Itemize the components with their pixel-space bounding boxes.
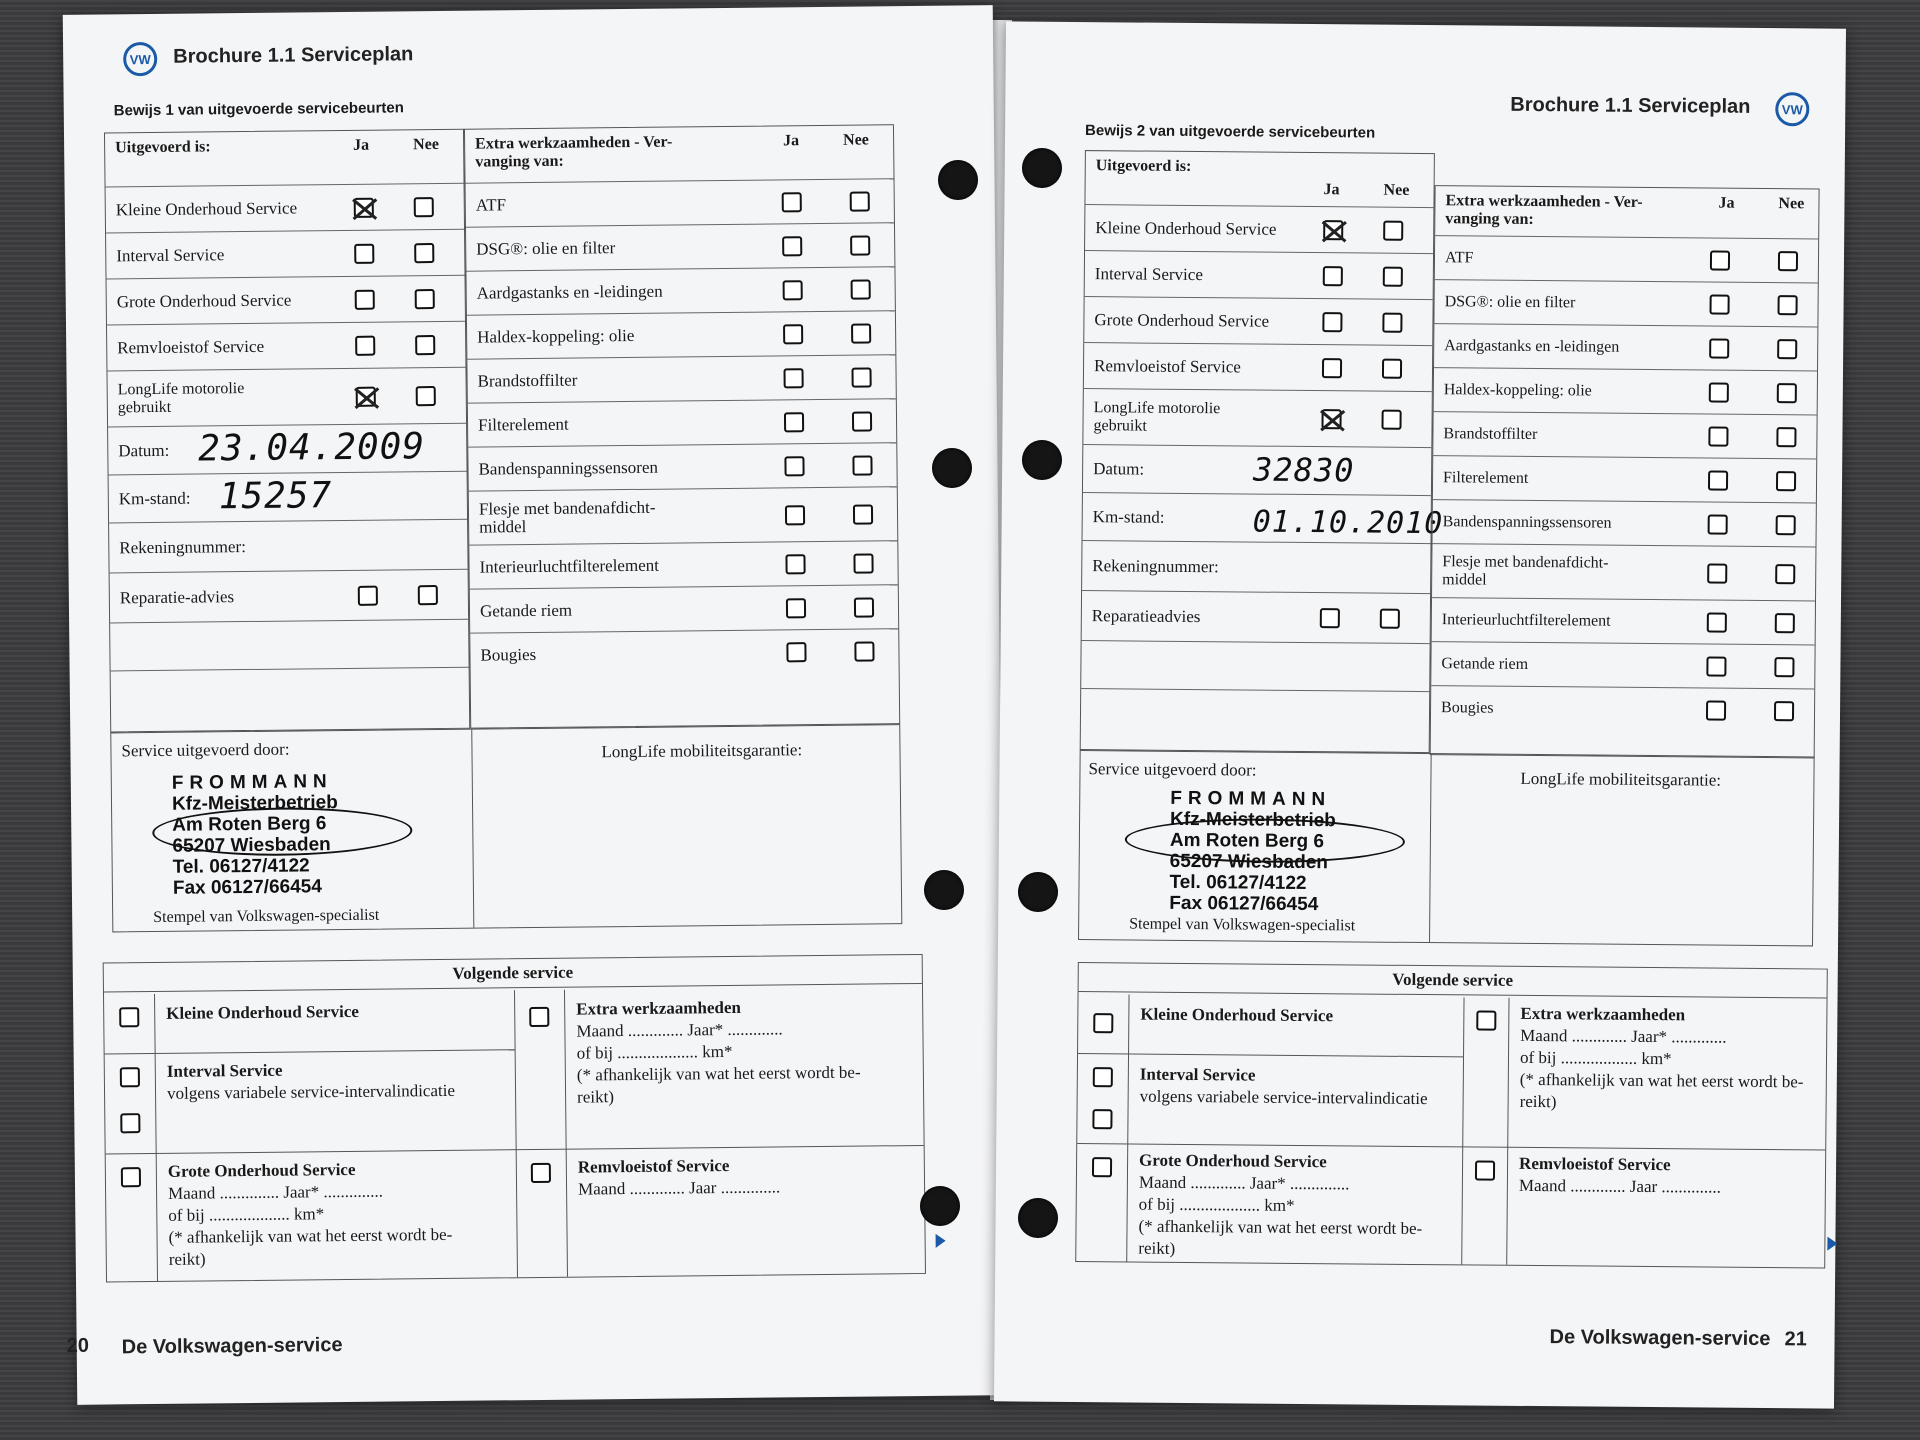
- service-row-rem: [1084, 343, 1432, 392]
- extra-row: [1433, 456, 1816, 503]
- extras-table: [1430, 185, 1820, 758]
- extras-header: Extra werkzaamheden - Ver-: [1445, 192, 1643, 211]
- datum-label: Datum:: [1093, 458, 1145, 479]
- km-row: [109, 472, 467, 524]
- nee-checkbox[interactable]: [414, 197, 434, 217]
- extra-row: [468, 399, 896, 447]
- extra-label: DSG®: olie en filter: [476, 237, 616, 259]
- nee-checkbox[interactable]: [1380, 608, 1400, 628]
- nee-label: Nee: [1383, 181, 1410, 199]
- extra-label: Getande riem: [1441, 654, 1529, 673]
- stamp-line: Tel. 06127/4122: [1169, 871, 1307, 895]
- vw-logo-icon: VW: [123, 42, 157, 76]
- next-rem-checkbox[interactable]: [1475, 1160, 1495, 1180]
- blank-row: [111, 668, 469, 718]
- extra-row: [1431, 686, 1814, 733]
- ja-checkbox[interactable]: [354, 197, 374, 217]
- extra-row: [1434, 280, 1817, 327]
- service-label-cont: gebruikt: [1093, 416, 1147, 435]
- nee-checkbox[interactable]: [415, 289, 435, 309]
- nee-checkbox[interactable]: [1778, 251, 1798, 271]
- stamp-line: FROMMANN: [1170, 787, 1332, 811]
- rekening-row: [109, 520, 468, 574]
- ja-checkbox[interactable]: [1321, 409, 1341, 429]
- punch-hole: [1022, 440, 1062, 480]
- nee-checkbox[interactable]: [850, 191, 870, 211]
- ja-checkbox[interactable]: [358, 585, 378, 605]
- ja-checkbox[interactable]: [355, 289, 375, 309]
- km-handwritten: 15257: [218, 475, 333, 518]
- continue-arrow-icon: [936, 1234, 946, 1248]
- nee-checkbox[interactable]: [1778, 295, 1798, 315]
- extra-row: [1432, 500, 1815, 547]
- next-extra-block: Extra werkzaamheden Maand ............. Jaar* ............. of bij ................... km* (* afhankelijk van wat het eerst wordt be- reikt): [576, 997, 861, 1107]
- proof-title: Bewijs 2 van uitgevoerde servicebeurten: [1085, 122, 1376, 142]
- extras-header-row: [465, 125, 894, 183]
- extra-label: Aardgastanks en -leidingen: [1444, 336, 1620, 356]
- dealer-stamp: [172, 771, 339, 899]
- continue-arrow-icon: [1827, 1237, 1837, 1251]
- extra-label: Interieurluchtfilterelement: [479, 555, 659, 577]
- blank-row: [1081, 641, 1429, 692]
- ja-checkbox[interactable]: [1707, 563, 1727, 583]
- next-extra-checkbox[interactable]: [1476, 1011, 1496, 1031]
- extra-row: [469, 487, 898, 545]
- extra-row: [1434, 324, 1817, 371]
- datum-handwritten: 32830: [1252, 450, 1355, 490]
- nee-checkbox[interactable]: [1777, 383, 1797, 403]
- extra-label: Bandenspanningssensoren: [1442, 512, 1612, 532]
- extra-row: [1432, 598, 1815, 645]
- extra-label: ATF: [1444, 248, 1474, 266]
- datum-handwritten: 23.04.2009: [198, 426, 426, 470]
- stamp-line: Tel. 06127/4122: [172, 855, 310, 878]
- page-number: 21: [1784, 1328, 1807, 1351]
- nee-checkbox[interactable]: [1381, 409, 1401, 429]
- extras-header-cont: vanging van:: [475, 152, 564, 171]
- service-row-longlife: [1083, 389, 1431, 448]
- service-row-longlife: [107, 368, 466, 428]
- rekening-label: Rekeningnummer:: [119, 536, 246, 557]
- ja-checkbox[interactable]: [1320, 608, 1340, 628]
- nee-checkbox[interactable]: [852, 455, 872, 475]
- longlife-label: LongLife mobiliteitsgarantie:: [1520, 768, 1722, 790]
- ja-checkbox[interactable]: [1708, 514, 1728, 534]
- reparatie-row: [110, 570, 469, 624]
- service-row-kleine: [1085, 205, 1433, 254]
- extra-row: [467, 311, 895, 359]
- stamp-caption: Stempel van Volkswagen-specialist: [1129, 915, 1356, 935]
- extra-label: DSG®: olie en filter: [1444, 292, 1576, 311]
- next-extra-block: Extra werkzaamheden Maand ............. Jaar* ............. of bij .................. km* (* afhankelijk van wat het eerst wordt be- reikt): [1519, 1003, 1804, 1112]
- ja-label: Ja: [1718, 194, 1735, 212]
- ja-checkbox[interactable]: [786, 642, 806, 662]
- service-row-grote: [107, 276, 465, 326]
- nee-checkbox[interactable]: [1383, 266, 1403, 286]
- service-row-kleine: [106, 184, 464, 234]
- nee-checkbox[interactable]: [851, 323, 871, 343]
- punch-hole: [932, 448, 972, 488]
- extra-row: [466, 267, 894, 315]
- km-label: Km-stand:: [1092, 506, 1165, 527]
- extra-label: Brandstoffilter: [477, 370, 578, 391]
- extra-row: [468, 443, 896, 491]
- executed-label: Uitgevoerd is:: [1095, 157, 1192, 175]
- extra-label-cont: middel: [1442, 570, 1487, 589]
- service-label: LongLife motorolie: [1093, 398, 1221, 417]
- ja-checkbox[interactable]: [1708, 470, 1728, 490]
- nee-checkbox[interactable]: [1775, 564, 1795, 584]
- extra-label: Bougies: [480, 644, 537, 665]
- rekening-row: [1082, 541, 1430, 594]
- service-label: Grote Onderhoud Service: [1094, 309, 1270, 331]
- ja-checkbox[interactable]: [786, 598, 806, 618]
- extra-row: [466, 223, 894, 271]
- punch-hole: [1022, 148, 1062, 188]
- ja-checkbox[interactable]: [782, 236, 802, 256]
- page-number: 20: [66, 1334, 90, 1357]
- next-interval-checkbox[interactable]: [1093, 1067, 1113, 1087]
- nee-label: Nee: [413, 135, 439, 154]
- extra-row: [467, 355, 895, 403]
- nee-checkbox[interactable]: [851, 279, 871, 299]
- datum-row: [1083, 445, 1431, 496]
- page-footer: De Volkswagen-service: [1549, 1326, 1771, 1351]
- stamp-line: Am Roten Berg 6: [172, 813, 327, 836]
- nee-checkbox[interactable]: [1776, 471, 1796, 491]
- ja-checkbox[interactable]: [783, 368, 803, 388]
- extra-row: [469, 541, 897, 589]
- extra-label: Brandstoffilter: [1443, 424, 1538, 443]
- extra-label: Bougies: [1440, 699, 1494, 717]
- extra-label: Interieurluchtfilterelement: [1441, 610, 1611, 630]
- extra-label: Filterelement: [477, 414, 569, 435]
- nee-checkbox[interactable]: [851, 367, 871, 387]
- stamp-caption: Stempel van Volkswagen-specialist: [153, 906, 380, 927]
- ja-checkbox[interactable]: [784, 456, 804, 476]
- service-row-interval: [1085, 251, 1433, 300]
- extras-header-cont: vanging van:: [1445, 210, 1534, 228]
- km-handwritten: 01.10.2010: [1252, 504, 1444, 542]
- service-label: Interval Service: [116, 244, 225, 265]
- reparatie-label: Reparatieadvies: [1091, 605, 1201, 626]
- ja-checkbox[interactable]: [1706, 656, 1726, 676]
- service-label-cont: gebruikt: [117, 398, 172, 416]
- nee-checkbox[interactable]: [852, 411, 872, 431]
- extra-row: [1435, 236, 1818, 283]
- nee-label: Nee: [1778, 195, 1805, 213]
- extras-table: [464, 124, 900, 728]
- punch-hole: [938, 160, 978, 200]
- nee-checkbox[interactable]: [1776, 427, 1796, 447]
- extra-label: Haldex-koppeling: olie: [477, 325, 635, 347]
- reparatie-label: Reparatie-advies: [119, 586, 235, 607]
- next-service-box: [1075, 962, 1828, 1269]
- ja-checkbox[interactable]: [785, 554, 805, 574]
- next-rem-block: Remvloeistof Service Maand ............. Jaar ..............: [577, 1155, 781, 1199]
- next-service-title: Volgende service: [1079, 963, 1827, 999]
- extras-header: Extra werkzaamheden - Ver-: [475, 133, 673, 153]
- ja-checkbox[interactable]: [354, 243, 374, 263]
- ja-checkbox[interactable]: [1710, 294, 1730, 314]
- stamp-oval: [1125, 817, 1405, 863]
- executed-header-row: [105, 130, 464, 188]
- page-footer: De Volkswagen-service: [121, 1334, 343, 1359]
- ja-checkbox[interactable]: [1708, 426, 1728, 446]
- punch-hole: [1018, 1198, 1058, 1238]
- service-label: Kleine Onderhoud Service: [1095, 217, 1277, 239]
- next-interval-checkbox-2[interactable]: [1092, 1109, 1112, 1129]
- next-interval-label: Interval Service volgens variabele service-intervalindicatie: [1139, 1064, 1428, 1109]
- ja-checkbox[interactable]: [783, 280, 803, 300]
- extra-label: Aardgastanks en -leidingen: [476, 281, 663, 303]
- km-row: [1083, 493, 1444, 544]
- extra-label-cont: middel: [479, 516, 527, 537]
- ja-checkbox[interactable]: [1323, 266, 1343, 286]
- service-row-grote: [1084, 297, 1432, 346]
- ja-checkbox[interactable]: [1709, 338, 1729, 358]
- next-interval-checkbox[interactable]: [120, 1067, 140, 1087]
- extra-label: Filterelement: [1443, 468, 1529, 487]
- stamp-line: Kfz-Meisterbetrieb: [171, 792, 338, 815]
- left-page: [63, 5, 1008, 1405]
- extra-row: [1432, 544, 1815, 601]
- dealer-stamp: [1169, 788, 1336, 915]
- blank-row: [1081, 689, 1429, 738]
- ja-checkbox[interactable]: [1323, 220, 1343, 240]
- nee-checkbox[interactable]: [415, 335, 435, 355]
- ja-checkbox[interactable]: [1322, 312, 1342, 332]
- extra-row: [1431, 642, 1814, 689]
- longlife-label: LongLife mobiliteitsgarantie:: [601, 740, 803, 762]
- stamp-line: Kfz-Meisterbetrieb: [1169, 808, 1336, 832]
- service-label: Remvloeistof Service: [1093, 355, 1241, 376]
- vw-logo-icon: VW: [1775, 92, 1809, 126]
- nee-checkbox[interactable]: [418, 585, 438, 605]
- ja-checkbox[interactable]: [782, 192, 802, 212]
- nee-checkbox[interactable]: [853, 553, 873, 573]
- service-by-label: Service uitgevoerd door:: [1088, 759, 1257, 780]
- service-row-interval: [106, 230, 464, 280]
- nee-checkbox[interactable]: [1775, 613, 1795, 633]
- next-interval-label: Interval Service volgens variabele service-intervalindicatie: [166, 1060, 456, 1103]
- extra-row: [470, 629, 898, 677]
- km-label: Km-stand:: [118, 488, 191, 508]
- next-kleine-checkbox[interactable]: [1093, 1013, 1113, 1033]
- stamp-line: Fax 06127/66454: [172, 876, 322, 899]
- nee-checkbox[interactable]: [1776, 515, 1796, 535]
- ja-checkbox[interactable]: [356, 386, 376, 406]
- nee-checkbox[interactable]: [1382, 358, 1402, 378]
- nee-checkbox[interactable]: [1774, 657, 1794, 677]
- nee-checkbox[interactable]: [853, 504, 873, 524]
- service-label: Grote Onderhoud Service: [116, 290, 292, 311]
- punch-hole: [1018, 872, 1058, 912]
- ja-checkbox[interactable]: [1322, 358, 1342, 378]
- page-header: Brochure 1.1 Serviceplan: [173, 43, 414, 68]
- next-kleine-checkbox[interactable]: [119, 1007, 139, 1027]
- nee-checkbox[interactable]: [414, 243, 434, 263]
- nee-checkbox[interactable]: [1777, 339, 1797, 359]
- nee-checkbox[interactable]: [1383, 220, 1403, 240]
- datum-label: Datum:: [118, 440, 170, 460]
- service-label: Remvloeistof Service: [117, 336, 265, 357]
- next-interval-checkbox-2[interactable]: [120, 1113, 140, 1133]
- ja-checkbox[interactable]: [785, 505, 805, 525]
- next-extra-checkbox[interactable]: [529, 1007, 549, 1027]
- ja-label: Ja: [783, 132, 800, 150]
- executed-table: [1080, 150, 1444, 753]
- ja-checkbox[interactable]: [783, 324, 803, 344]
- service-label: Kleine Onderhoud Service: [115, 197, 298, 219]
- extra-row: [1434, 368, 1817, 415]
- nee-checkbox[interactable]: [416, 386, 436, 406]
- service-label: LongLife motorolie: [117, 379, 245, 398]
- stamp-line: Fax 06127/66454: [1169, 892, 1319, 916]
- extra-label: Bandenspanningssensoren: [478, 457, 659, 479]
- next-rem-block: Remvloeistof Service Maand ............. Jaar ..............: [1518, 1153, 1722, 1197]
- service-by-label: Service uitgevoerd door:: [121, 739, 290, 761]
- blank-row: [110, 620, 468, 672]
- next-kleine-label: Kleine Onderhoud Service: [1140, 1004, 1334, 1026]
- next-rem-checkbox[interactable]: [531, 1163, 551, 1183]
- extra-label: Getande riem: [479, 600, 573, 621]
- service-by-box: [110, 724, 902, 932]
- ja-checkbox[interactable]: [1707, 612, 1727, 632]
- ja-checkbox[interactable]: [1706, 700, 1726, 720]
- service-by-box: [1078, 750, 1815, 946]
- nee-checkbox[interactable]: [1382, 312, 1402, 332]
- rekening-label: Rekeningnummer:: [1092, 555, 1219, 576]
- executed-label: Uitgevoerd is:: [115, 138, 211, 157]
- extras-header-row: [1435, 186, 1818, 239]
- nee-checkbox[interactable]: [1774, 701, 1794, 721]
- punch-hole: [924, 870, 964, 910]
- service-row-rem: [107, 322, 465, 372]
- extra-label: ATF: [475, 194, 507, 215]
- ja-label: Ja: [353, 136, 370, 154]
- extra-label: Haldex-koppeling: olie: [1443, 380, 1592, 399]
- ja-label: Ja: [1323, 181, 1340, 199]
- proof-title: Bewijs 1 van uitgevoerde servicebeurten: [113, 99, 404, 120]
- extra-row: [466, 179, 894, 227]
- ja-checkbox[interactable]: [1709, 382, 1729, 402]
- executed-table: [104, 129, 470, 733]
- stamp-line: FROMMANN: [171, 771, 333, 794]
- next-grote-checkbox[interactable]: [1092, 1157, 1112, 1177]
- right-page: [994, 21, 1846, 1408]
- nee-checkbox[interactable]: [854, 597, 874, 617]
- nee-checkbox[interactable]: [850, 235, 870, 255]
- next-service-box: [103, 954, 926, 1283]
- extra-row: [470, 585, 898, 633]
- service-label: Interval Service: [1094, 263, 1204, 284]
- ja-checkbox[interactable]: [784, 412, 804, 432]
- nee-checkbox[interactable]: [854, 641, 874, 661]
- ja-checkbox[interactable]: [355, 335, 375, 355]
- punch-hole: [920, 1186, 960, 1226]
- ja-checkbox[interactable]: [1710, 250, 1730, 270]
- extra-label: Flesje met bandenafdicht-: [478, 497, 656, 519]
- executed-header-row: [1085, 151, 1433, 208]
- next-kleine-label: Kleine Onderhoud Service: [166, 1001, 359, 1023]
- next-grote-checkbox[interactable]: [121, 1167, 141, 1187]
- next-grote-block: Grote Onderhoud Service Maand ............. Jaar* .............. of bij ................... km* (* afhankelijk van wat het eerst wordt be- reikt): [1138, 1150, 1423, 1258]
- stamp-line: Am Roten Berg 6: [1169, 829, 1325, 853]
- nee-label: Nee: [843, 131, 869, 149]
- stamp-line: 65207 Wiesbaden: [172, 834, 331, 857]
- extra-row: [1433, 412, 1816, 459]
- next-service-title: Volgende service: [104, 955, 922, 993]
- next-grote-block: Grote Onderhoud Service Maand .............. Jaar* .............. of bij ................... km* (* afhankelijk van wat het eerst wordt be- reikt): [167, 1159, 453, 1269]
- stamp-line: 65207 Wiesbaden: [1169, 850, 1329, 874]
- datum-row: [108, 424, 466, 476]
- page-header: Brochure 1.1 Serviceplan: [1510, 93, 1751, 118]
- reparatie-row: [1082, 591, 1430, 644]
- extra-label: Flesje met bandenafdicht-: [1442, 552, 1609, 572]
